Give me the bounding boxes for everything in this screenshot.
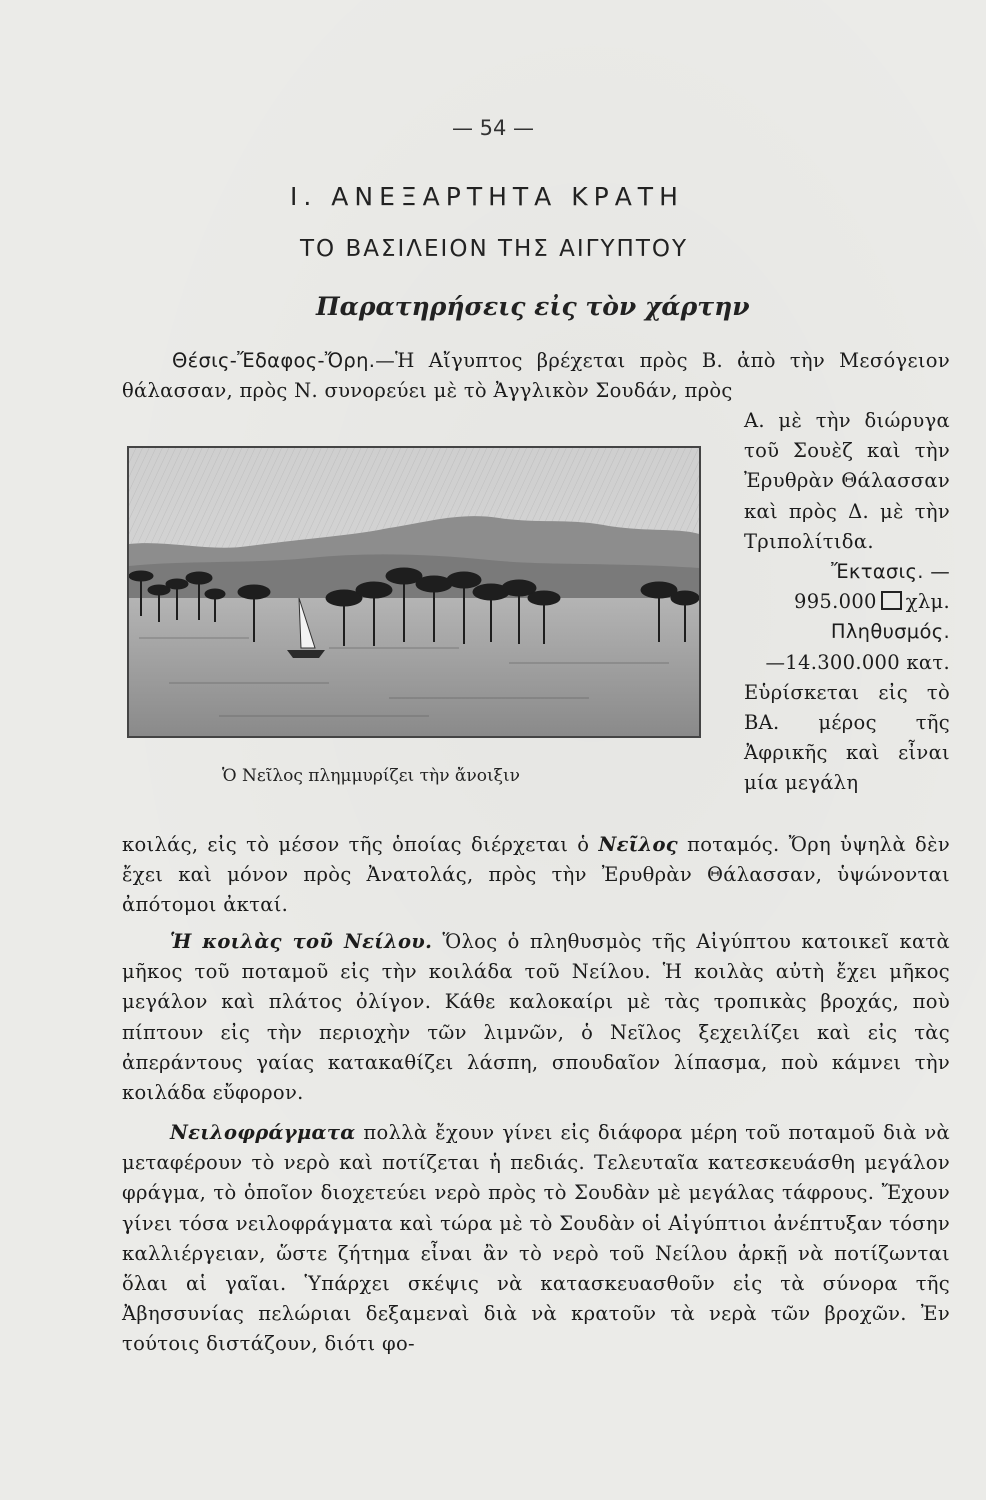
continuation-paragraph: [122, 830, 950, 921]
sidebar-column: [744, 406, 950, 799]
chapter-title: ΤΟ ΒΑΣΙΛΕΙΟΝ ΤΗΣ ΑΙΓΥΠΤΟΥ: [300, 236, 689, 262]
valley-label: Ἡ κοιλὰς τοῦ Νείλου.: [170, 930, 433, 953]
square-symbol: [881, 591, 902, 610]
valley-text: Ὅλος ὁ πληθυσμὸς τῆς Αἰγύπτου κατοικεῖ κατὰ μῆκος τοῦ ποταμοῦ εἰς τὴν κοιλάδα τοῦ Νείλου. Ἡ κοιλὰς αὐτὴ ἔχει μῆκος μεγάλον καὶ πλάτος ὀλίγον. Κάθε καλοκαίρι μὲ τὰς τροπικὰς βροχάς, ποὺ πίπτουν εἰς τὴν περιοχὴν τῶν λιμνῶν, ὁ Νεῖλος ξεχειλίζει καὶ εἰς τὰς ἀπεράντους γαίας κατακαθίζει λάσπη, σπουδαῖον λίπασμα, ποὺ κάμνει τὴν κοιλάδα εὔφορον.: [122, 930, 950, 1105]
nile-flood-photo: [127, 446, 701, 738]
intro-text: —Ἡ Αἴγυπτος βρέχεται πρὸς Β. ἀπὸ τὴν Μεσόγειον θάλασσαν, πρὸς Ν. συνορεύει μὲ τὸ Ἀγγλικὸν Σουδάν, πρὸς: [122, 349, 950, 403]
valley-paragraph: [122, 927, 950, 1108]
dams-paragraph: [122, 1118, 950, 1360]
intro-paragraph: [122, 346, 950, 406]
intro-label: Θέσις-Ἔδαφος-Ὄρη.: [172, 349, 376, 372]
area-line: [744, 587, 950, 617]
sidebar-text-1: Α. μὲ τὴν διώρυγα τοῦ Σουὲζ καὶ τὴν Ἐρυθρὰν Θάλασσαν καὶ πρὸς Δ. μὲ τὴν Τριπολίτιδα.: [744, 409, 950, 553]
population-label: Πληθυσμός.: [830, 620, 950, 644]
continuation-text-2: ποταμός. Ὄρη ὑψηλὰ δὲν ἔχει καὶ μόνον πρὸς Ἀνατολάς, πρὸς τὴν Ἐρυθρὰν Θάλασσαν, ὑψώνονται ἀπότομοι ἀκταί.: [122, 833, 951, 917]
area-label: Ἔκτασις. —: [831, 560, 950, 584]
nile-emphasis: Νεῖλος: [598, 833, 678, 856]
dams-label: Νειλοφράγματα: [170, 1121, 356, 1144]
dams-text: πολλὰ ἔχουν γίνει εἰς διάφορα μέρη τοῦ ποταμοῦ διὰ νὰ μεταφέρουν τὸ νερὸ καὶ ποτίζεται ἡ πεδιάς. Τελευταῖα κατεσκευάσθη μεγάλον φράγμα, τὸ ὁποῖον διοχετεύει νερὸ πρὸς τὸ Σουδὰν μὲ μεγάλας τάφρους. Ἔχουν γίνει τόσα νειλοφράγματα καὶ τώρα μὲ τὸ Σουδὰν οἱ Αἰγύπτιοι ἀνέπτυξαν τόσην καλλιέργειαν, ὥστε ζήτημα εἶναι ἂν τὸ νερὸ τοῦ Νείλου ἀρκῇ νὰ ποτίζωνται ὅλαι αἱ γαῖαι. Ὑπάρχει σκέψις νὰ κατασκευασθοῦν εἰς τὰ σύνορα τῆς Ἀβησσυνίας πελώριαι δεξαμεναὶ διὰ νὰ κρατοῦν τὰ νερὰ τῶν βροχῶν. Ἐν τούτοις διστάζουν, διότι φο-: [122, 1121, 951, 1356]
continuation-text-1: κοιλάς, εἰς τὸ μέσον τῆς ὁποίας διέρχεται ὁ: [122, 833, 590, 856]
section-heading: I. ΑΝΕΞΑΡΤΗΤΑ ΚΡΑΤΗ: [290, 182, 684, 211]
area-value: 995.000: [794, 590, 877, 614]
sidebar-text-2: Εὑρίσκεται εἰς τὸ ΒΑ. μέρος τῆς Ἀφρικῆς καὶ εἶναι μία μεγάλη: [744, 680, 950, 795]
page-number: — 54 —: [451, 116, 535, 140]
figure-caption: Ὁ Νεῖλος πλημμυρίζει τὴν ἄνοιξιν: [222, 766, 521, 786]
photo-illustration: [129, 448, 699, 736]
subsection-title: Παρατηρήσεις εἰς τὸν χάρτην: [316, 292, 750, 321]
population-value: —14.300.000 κατ.: [765, 650, 950, 674]
area-unit: χλμ.: [905, 590, 950, 614]
